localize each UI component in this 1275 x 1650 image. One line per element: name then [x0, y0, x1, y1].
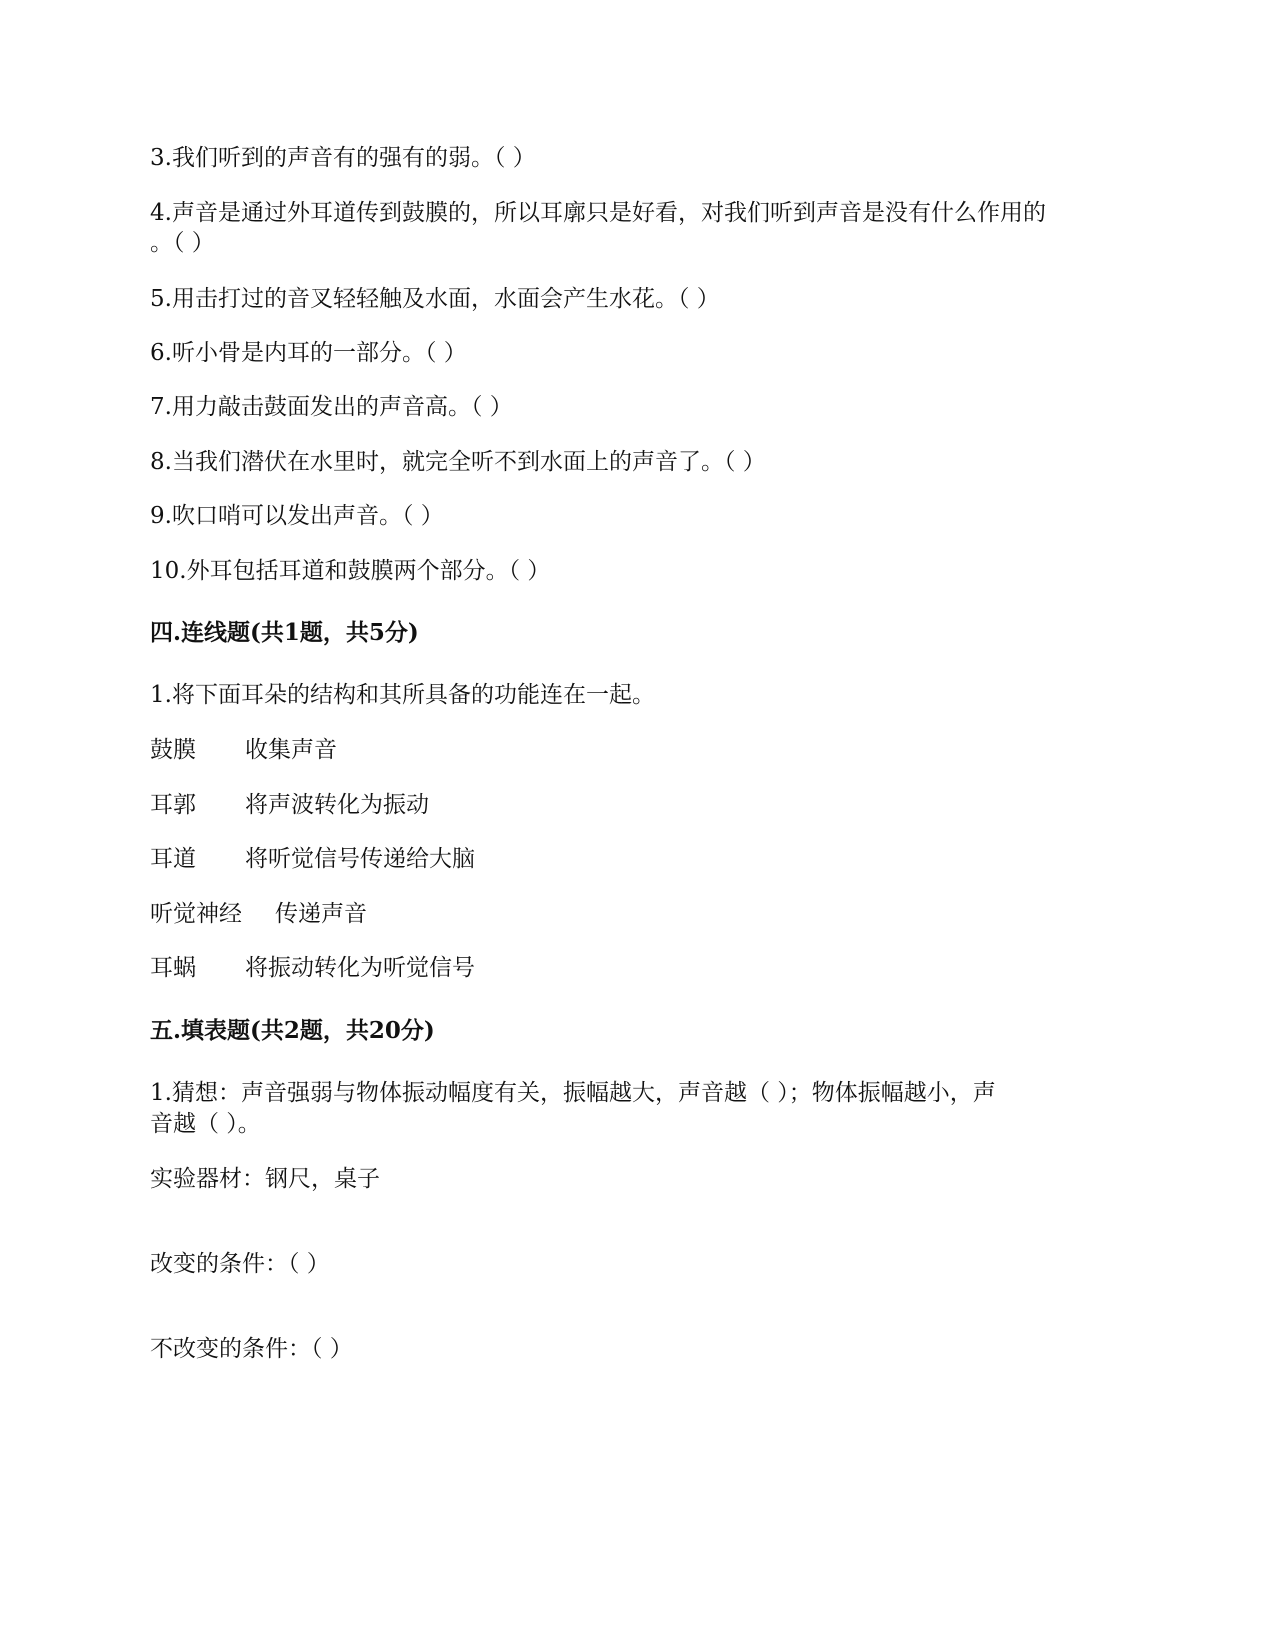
ear-function: 将声波转化为振动	[245, 792, 429, 818]
matching-pair	[150, 843, 475, 875]
ear-function: 将振动转化为听觉信号	[245, 955, 475, 981]
ear-structure: 耳蜗	[150, 955, 196, 981]
judgement-item-7: 7.用力敲击鼓面发出的声音高。（ ）	[150, 394, 513, 420]
judgement-item-3: 3.我们听到的声音有的强有的弱。（ ）	[150, 145, 536, 171]
ear-structure: 耳郭	[150, 792, 196, 818]
section-4-heading: 四.连线题(共1题，共5分)	[150, 619, 419, 646]
judgement-item-4-continued: 。（ ）	[150, 230, 215, 256]
judgement-item-4: 4.声音是通过外耳道传到鼓膜的，所以耳廓只是好看，对我们听到声音是没有什么作用的	[150, 200, 1046, 226]
unchanged-condition: 不改变的条件：（ ）	[150, 1336, 353, 1362]
hypothesis-line-1: 1.猜想：声音强弱与物体振动幅度有关，振幅越大，声音越（ ）；物体振幅越小，声	[150, 1080, 996, 1106]
section-5-heading: 五.填表题(共2题，共20分)	[150, 1017, 435, 1044]
ear-structure: 耳道	[150, 846, 196, 872]
matching-pair	[150, 952, 475, 984]
changed-condition: 改变的条件：（ ）	[150, 1251, 330, 1277]
ear-structure: 听觉神经	[150, 901, 242, 927]
judgement-item-10: 10.外耳包括耳道和鼓膜两个部分。（ ）	[150, 558, 551, 584]
matching-question: 1.将下面耳朵的结构和其所具备的功能连在一起。	[150, 682, 655, 708]
ear-function: 收集声音	[245, 737, 337, 763]
experiment-materials: 实验器材：钢尺，桌子	[150, 1166, 380, 1192]
matching-pair	[150, 898, 367, 930]
judgement-item-8: 8.当我们潜伏在水里时，就完全听不到水面上的声音了。（ ）	[150, 449, 766, 475]
judgement-item-5: 5.用击打过的音叉轻轻触及水面，水面会产生水花。（ ）	[150, 286, 720, 312]
hypothesis-line-2: 音越（ ）。	[150, 1111, 261, 1137]
judgement-item-6: 6.听小骨是内耳的一部分。（ ）	[150, 340, 467, 366]
matching-pair	[150, 734, 337, 766]
ear-function: 传递声音	[275, 901, 367, 927]
judgement-item-9: 9.吹口哨可以发出声音。（ ）	[150, 503, 444, 529]
matching-pair	[150, 789, 429, 821]
ear-structure: 鼓膜	[150, 737, 196, 763]
document-page	[150, 0, 1140, 1650]
ear-function: 将听觉信号传递给大脑	[245, 846, 475, 872]
